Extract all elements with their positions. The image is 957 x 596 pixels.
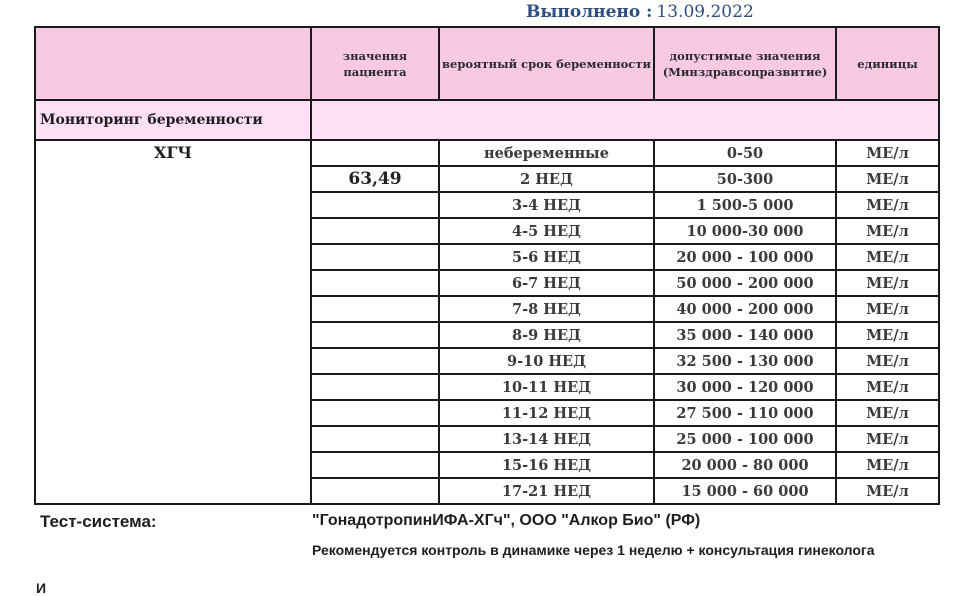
reference-range: 15 000 - 60 000	[654, 478, 836, 504]
patient-value	[311, 192, 439, 218]
pregnancy-term: 17-21 НЕД	[439, 478, 654, 504]
results-table	[34, 26, 940, 505]
completed-label: Выполнено :	[526, 2, 653, 22]
patient-value	[311, 296, 439, 322]
reference-range: 0-50	[654, 140, 836, 166]
pregnancy-term: 13-14 НЕД	[439, 426, 654, 452]
reference-range: 50-300	[654, 166, 836, 192]
patient-value	[311, 140, 439, 166]
pregnancy-term: 7-8 НЕД	[439, 296, 654, 322]
unit: МЕ/л	[836, 244, 939, 270]
pregnancy-term: 6-7 НЕД	[439, 270, 654, 296]
reference-range: 1 500-5 000	[654, 192, 836, 218]
unit: МЕ/л	[836, 218, 939, 244]
unit: МЕ/л	[836, 348, 939, 374]
patient-value	[311, 244, 439, 270]
unit: МЕ/л	[836, 400, 939, 426]
section-title: Мониторинг беременности	[35, 100, 311, 140]
header-blank	[35, 27, 311, 100]
unit: МЕ/л	[836, 140, 939, 166]
cut-off-text: И	[36, 580, 47, 596]
table-row	[35, 140, 939, 166]
unit: МЕ/л	[836, 270, 939, 296]
unit: МЕ/л	[836, 374, 939, 400]
patient-value	[311, 322, 439, 348]
pregnancy-term: небеременные	[439, 140, 654, 166]
patient-value	[311, 374, 439, 400]
pregnancy-term: 9-10 НЕД	[439, 348, 654, 374]
pregnancy-term: 3-4 НЕД	[439, 192, 654, 218]
pregnancy-term: 15-16 НЕД	[439, 452, 654, 478]
pregnancy-term: 4-5 НЕД	[439, 218, 654, 244]
recommendation-text: Рекомендуется контроль в динамике через 1 неделю + консультация гинеколога	[312, 542, 875, 558]
pregnancy-term: 10-11 НЕД	[439, 374, 654, 400]
reference-range: 50 000 - 200 000	[654, 270, 836, 296]
patient-value: 63,49	[311, 166, 439, 192]
header-term: вероятный срок беременности	[439, 27, 654, 100]
unit: МЕ/л	[836, 426, 939, 452]
patient-value	[311, 348, 439, 374]
unit: МЕ/л	[836, 296, 939, 322]
patient-value	[311, 478, 439, 504]
parameter-name: ХГЧ	[35, 140, 311, 504]
reference-range: 35 000 - 140 000	[654, 322, 836, 348]
reference-range: 20 000 - 80 000	[654, 452, 836, 478]
patient-value	[311, 426, 439, 452]
reference-range: 25 000 - 100 000	[654, 426, 836, 452]
reference-range: 27 500 - 110 000	[654, 400, 836, 426]
unit: МЕ/л	[836, 166, 939, 192]
test-system-value: "ГонадотропинИФА-ХГч", ООО "Алкор Био" (РФ)	[312, 512, 701, 529]
reference-range: 40 000 - 200 000	[654, 296, 836, 322]
unit: МЕ/л	[836, 322, 939, 348]
unit: МЕ/л	[836, 192, 939, 218]
unit: МЕ/л	[836, 452, 939, 478]
patient-value	[311, 270, 439, 296]
header-norms: допустимые значения (Минздравсоцразвитие)	[654, 27, 836, 100]
completed-date	[526, 2, 754, 22]
reference-range: 10 000-30 000	[654, 218, 836, 244]
reference-range: 32 500 - 130 000	[654, 348, 836, 374]
completed-date-value: 13.09.2022	[656, 2, 754, 22]
pregnancy-term: 5-6 НЕД	[439, 244, 654, 270]
patient-value	[311, 400, 439, 426]
unit: МЕ/л	[836, 478, 939, 504]
table-header-row	[35, 27, 939, 100]
section-row	[35, 100, 939, 140]
pregnancy-term: 11-12 НЕД	[439, 400, 654, 426]
header-patient-value: значения пациента	[311, 27, 439, 100]
patient-value	[311, 218, 439, 244]
test-system-label: Тест-система:	[40, 512, 157, 531]
header-units: единицы	[836, 27, 939, 100]
pregnancy-term: 2 НЕД	[439, 166, 654, 192]
patient-value	[311, 452, 439, 478]
reference-range: 20 000 - 100 000	[654, 244, 836, 270]
pregnancy-term: 8-9 НЕД	[439, 322, 654, 348]
reference-range: 30 000 - 120 000	[654, 374, 836, 400]
section-filler	[311, 100, 939, 140]
